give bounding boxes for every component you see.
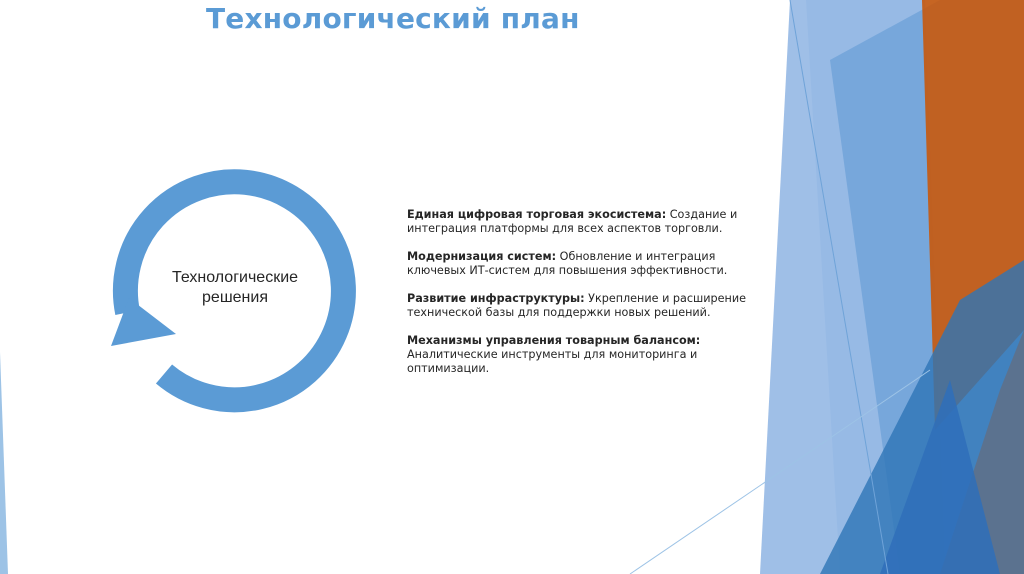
- bullet-item-ecosystem: [407, 208, 757, 236]
- slide-title: Технологический план: [206, 2, 580, 35]
- bullet-list: [407, 208, 757, 390]
- bullet-term: Механизмы управления товарным балансом:: [407, 334, 701, 347]
- bullet-item-balance: [407, 334, 757, 376]
- left-edge-triangle: [0, 352, 8, 574]
- bullet-text: Обновление и интеграция ключевых ИТ-систем для повышения эффективности.: [407, 250, 728, 277]
- bullet-term: Единая цифровая торговая экосистема:: [407, 208, 667, 221]
- bullet-term: Развитие инфраструктуры:: [407, 292, 585, 305]
- bullet-text: Укрепление и расширение технической базы для поддержки новых решений.: [407, 292, 746, 319]
- cycle-label: Технологические решения: [171, 269, 299, 306]
- bullet-term: Модернизация систем:: [407, 250, 557, 263]
- bullet-text: Аналитические инструменты для мониторинга и оптимизации.: [407, 348, 698, 375]
- bullet-item-modernization: [407, 250, 757, 278]
- bullet-item-infrastructure: [407, 292, 757, 320]
- bullet-text: Создание и интеграция платформы для всех аспектов торговли.: [407, 208, 738, 235]
